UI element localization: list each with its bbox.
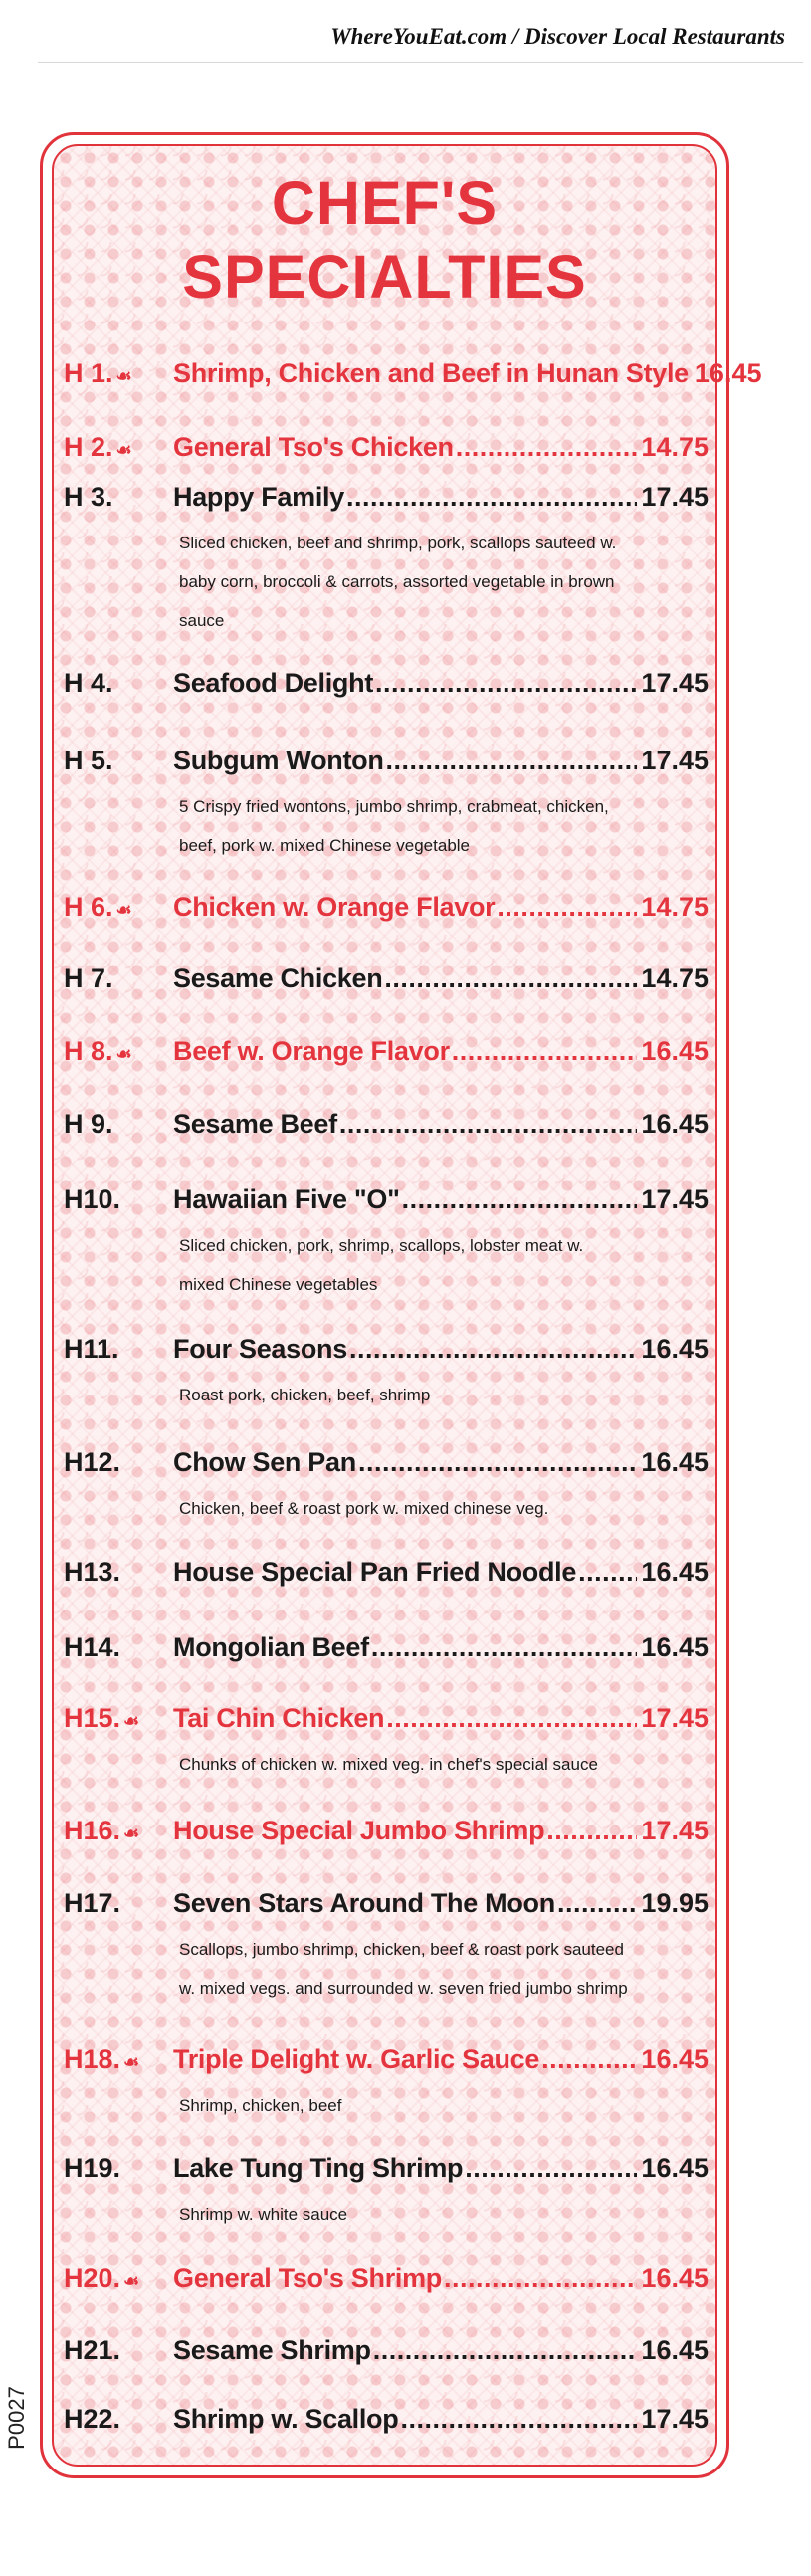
section-title-line-1: CHEF'S xyxy=(271,169,499,237)
menu-item-name: Triple Delight w. Garlic Sauce xyxy=(173,2044,540,2074)
menu-item-code-text: H 5. xyxy=(64,746,113,775)
menu-item-line xyxy=(173,478,709,516)
menu-item-description-line: beef, pork w. mixed Chinese vegetable xyxy=(179,836,471,855)
menu-item-code xyxy=(64,1812,139,1852)
menu-item-code xyxy=(64,960,113,997)
menu-item-code xyxy=(64,1699,139,1740)
menu-item-line xyxy=(173,2331,709,2369)
site-header[interactable]: WhereYouEat.com / Discover Local Restaurants xyxy=(330,24,785,49)
hot-pepper-icon: ☙ xyxy=(123,1824,140,1843)
menu-item-description-line: sauce xyxy=(179,611,225,630)
menu-item-code xyxy=(64,1628,120,1666)
menu-item-price: 17.45 xyxy=(641,1184,709,1214)
dot-leader xyxy=(339,1105,638,1143)
menu-item-description-line: Shrimp w. white sauce xyxy=(179,2205,348,2224)
menu-item-row xyxy=(0,2040,811,2078)
menu-item-line xyxy=(173,742,709,779)
menu-item-price: 16.45 xyxy=(641,2335,709,2365)
dot-leader xyxy=(444,2259,637,2297)
menu-item-code-text: H 9. xyxy=(64,1109,113,1139)
section-title-line-2: SPECIALTIES xyxy=(182,243,587,311)
menu-item-description xyxy=(179,1489,677,1528)
menu-item-code xyxy=(64,742,113,779)
dot-leader xyxy=(371,1628,638,1666)
menu-item-name: Sesame Beef xyxy=(173,1109,337,1139)
menu-item-code-text: H11. xyxy=(64,1334,119,1364)
menu-item-name: General Tso's Chicken xyxy=(173,432,454,462)
menu-item-line xyxy=(173,354,762,392)
menu-item-code xyxy=(64,1032,132,1073)
menu-item-description-line: Shrimp, chicken, beef xyxy=(179,2096,342,2115)
menu-item-price: 16.45 xyxy=(641,1447,709,1477)
menu-item-description xyxy=(179,1745,677,1784)
menu-item-code xyxy=(64,2149,120,2187)
menu-item-row xyxy=(0,742,811,779)
menu-item-code-text: H20. xyxy=(64,2263,121,2293)
menu-item-name: Happy Family xyxy=(173,482,344,512)
dot-leader xyxy=(373,2331,638,2369)
dot-leader xyxy=(384,960,637,997)
menu-item-price: 17.45 xyxy=(641,2404,709,2434)
menu-item-price: 14.75 xyxy=(641,964,709,993)
menu-item-row xyxy=(0,478,811,516)
menu-item-description-line: Chunks of chicken w. mixed veg. in chef's special sauce xyxy=(179,1755,598,1774)
menu-item-name: Sesame Chicken xyxy=(173,964,383,993)
menu-item-name: Lake Tung Ting Shrimp xyxy=(173,2153,464,2183)
menu-item-name: General Tso's Shrimp xyxy=(173,2263,442,2293)
dot-leader xyxy=(375,664,637,702)
menu-item-line xyxy=(173,1032,709,1070)
menu-item-description xyxy=(179,2195,677,2234)
menu-item-name: Hawaiian Five "O" xyxy=(173,1184,400,1214)
menu-item-line xyxy=(173,1105,709,1143)
menu-item-code-text: H10. xyxy=(64,1184,121,1214)
menu-item-line xyxy=(173,1628,709,1666)
menu-item-name: Subgum Wonton xyxy=(173,746,384,775)
menu-item-code-text: H 8. xyxy=(64,1036,113,1066)
dot-leader xyxy=(346,478,637,516)
menu-item-line xyxy=(173,664,709,702)
menu-item-price: 16.45 xyxy=(641,1109,709,1139)
menu-item-code xyxy=(64,1443,120,1481)
menu-item-name: House Special Pan Fried Noodle xyxy=(173,1557,577,1587)
menu-item-code-text: H22. xyxy=(64,2404,121,2434)
menu-item-row xyxy=(0,1330,811,1368)
menu-item-line xyxy=(173,2400,709,2438)
menu-item-code-text: H14. xyxy=(64,1632,121,1662)
menu-item-row xyxy=(0,1443,811,1481)
menu-item-code xyxy=(64,478,113,516)
menu-item-price: 16.45 xyxy=(641,2263,709,2293)
menu-item-description-line: Sliced chicken, pork, shrimp, scallops, lobster meat w. xyxy=(179,1236,584,1255)
menu-item-code xyxy=(64,2400,120,2438)
menu-item-line xyxy=(173,1884,709,1922)
menu-item-line xyxy=(173,1553,709,1591)
dot-leader xyxy=(386,742,638,779)
menu-item-code-text: H17. xyxy=(64,1888,121,1918)
menu-item-name: Seafood Delight xyxy=(173,668,374,698)
menu-item-name: Four Seasons xyxy=(173,1334,347,1364)
dot-leader xyxy=(497,888,637,926)
page-code-text: P0027 xyxy=(4,2386,29,2450)
menu-item-name: Chicken w. Orange Flavor xyxy=(173,892,496,922)
menu-item-description-line: baby corn, broccoli & carrots, assorted vegetable in brown xyxy=(179,572,615,591)
menu-item-row xyxy=(0,1105,811,1143)
menu-item-row xyxy=(0,1628,811,1666)
menu-item-line xyxy=(173,1330,709,1368)
menu-item-price: 17.45 xyxy=(641,1703,709,1733)
menu-item-name: Beef w. Orange Flavor xyxy=(173,1036,450,1066)
menu-item-description xyxy=(179,524,677,640)
dot-leader xyxy=(400,2400,637,2438)
menu-item-row xyxy=(0,1812,811,1849)
hot-pepper-icon: ☙ xyxy=(123,2271,140,2291)
menu-item-row xyxy=(0,1032,811,1070)
dot-leader xyxy=(452,1032,638,1070)
menu-item-row xyxy=(0,2400,811,2438)
hot-pepper-icon: ☙ xyxy=(115,1044,132,1064)
menu-item-row xyxy=(0,1181,811,1218)
menu-item-line xyxy=(173,428,709,466)
menu-item-code-text: H12. xyxy=(64,1447,121,1477)
menu-item-row xyxy=(0,2149,811,2187)
menu-item-name: Tai Chin Chicken xyxy=(173,1703,385,1733)
menu-item-code-text: H21. xyxy=(64,2335,121,2365)
dot-leader xyxy=(546,1812,637,1849)
menu-item-description-line: Sliced chicken, beef and shrimp, pork, scallops sauteed w. xyxy=(179,534,617,552)
menu-item-description xyxy=(179,2086,677,2125)
menu-item-line xyxy=(173,2040,709,2078)
menu-item-description-line: Roast pork, chicken, beef, shrimp xyxy=(179,1386,431,1404)
menu-item-description xyxy=(179,1930,677,2008)
dot-leader xyxy=(557,1884,637,1922)
menu-item-line xyxy=(173,1812,709,1849)
menu-item-price: 16.45 xyxy=(641,1036,709,1066)
menu-item-description-line: 5 Crispy fried wontons, jumbo shrimp, crabmeat, chicken, xyxy=(179,797,609,816)
menu-item-price: 14.75 xyxy=(641,892,709,922)
dot-leader xyxy=(456,428,638,466)
menu-item-code xyxy=(64,1884,120,1922)
menu-item-line xyxy=(173,1699,709,1737)
dot-leader xyxy=(349,1330,637,1368)
menu-item-row xyxy=(0,428,811,466)
menu-item-row xyxy=(0,1884,811,1922)
menu-item-name: Shrimp w. Scallop xyxy=(173,2404,399,2434)
menu-item-price: 16.45 xyxy=(694,358,762,388)
menu-item-price: 14.75 xyxy=(641,432,709,462)
menu-item-name: House Special Jumbo Shrimp xyxy=(173,1816,545,1845)
menu-item-code-text: H13. xyxy=(64,1557,121,1587)
menu-item-description-line: Scallops, jumbo shrimp, chicken, beef & roast pork sauteed xyxy=(179,1940,624,1959)
menu-item-line xyxy=(173,960,709,997)
menu-item-price: 17.45 xyxy=(641,1816,709,1845)
menu-item-description xyxy=(179,787,677,865)
menu-item-code xyxy=(64,428,132,469)
menu-item-name: Sesame Shrimp xyxy=(173,2335,371,2365)
menu-item-code-text: H 3. xyxy=(64,482,113,512)
menu-item-description-line: mixed Chinese vegetables xyxy=(179,1275,378,1294)
menu-item-name: Mongolian Beef xyxy=(173,1632,369,1662)
menu-item-description-line: w. mixed vegs. and surrounded w. seven fried jumbo shrimp xyxy=(179,1979,628,1998)
hot-pepper-icon: ☙ xyxy=(115,366,132,386)
menu-item-code-text: H 1. xyxy=(64,358,113,388)
dot-leader xyxy=(465,2149,637,2187)
header-divider xyxy=(38,62,803,63)
dot-leader xyxy=(386,1699,637,1737)
page-code xyxy=(4,2371,30,2465)
menu-item-price: 19.95 xyxy=(641,1888,709,1918)
menu-item-row xyxy=(0,664,811,702)
menu-item-line xyxy=(173,1181,709,1218)
menu-item-row xyxy=(0,960,811,997)
menu-item-row xyxy=(0,888,811,926)
menu-item-row xyxy=(0,1553,811,1591)
hot-pepper-icon: ☙ xyxy=(115,440,132,460)
menu-item-code-text: H 7. xyxy=(64,964,113,993)
menu-item-row xyxy=(0,354,811,392)
menu-item-line xyxy=(173,2259,709,2297)
menu-item-line xyxy=(173,1443,709,1481)
dot-leader xyxy=(578,1553,637,1591)
menu-item-code xyxy=(64,1181,120,1218)
menu-item-code-text: H18. xyxy=(64,2044,121,2074)
menu-item-price: 17.45 xyxy=(641,668,709,698)
menu-item-price: 16.45 xyxy=(641,2044,709,2074)
dot-leader xyxy=(402,1181,638,1218)
menu-item-code xyxy=(64,2331,120,2369)
menu-item-code xyxy=(64,2040,139,2081)
menu-item-row xyxy=(0,1699,811,1737)
menu-item-name: Chow Sen Pan xyxy=(173,1447,356,1477)
hot-pepper-icon: ☙ xyxy=(115,900,132,920)
menu-item-price: 17.45 xyxy=(641,482,709,512)
dot-leader xyxy=(358,1443,637,1481)
menu-item-price: 16.45 xyxy=(641,1557,709,1587)
menu-item-code-text: H 6. xyxy=(64,892,113,922)
hot-pepper-icon: ☙ xyxy=(123,2052,140,2072)
menu-item-price: 17.45 xyxy=(641,746,709,775)
menu-item-price: 16.45 xyxy=(641,1334,709,1364)
menu-item-code xyxy=(64,888,132,929)
menu-item-description xyxy=(179,1376,677,1414)
menu-item-row xyxy=(0,2259,811,2297)
menu-item-code-text: H 2. xyxy=(64,432,113,462)
menu-item-code xyxy=(64,664,113,702)
menu-item-line xyxy=(173,2149,709,2187)
menu-item-description xyxy=(179,1226,677,1304)
dot-leader xyxy=(541,2040,637,2078)
menu-item-price: 16.45 xyxy=(641,2153,709,2183)
menu-item-code-text: H19. xyxy=(64,2153,121,2183)
menu-item-code-text: H 4. xyxy=(64,668,113,698)
menu-item-code xyxy=(64,1553,120,1591)
hot-pepper-icon: ☙ xyxy=(123,1711,140,1731)
menu-item-name: Shrimp, Chicken and Beef in Hunan Style xyxy=(173,358,689,388)
menu-item-line xyxy=(173,888,709,926)
menu-item-code-text: H16. xyxy=(64,1816,121,1845)
menu-item-code xyxy=(64,354,132,395)
menu-item-name: Seven Stars Around The Moon xyxy=(173,1888,555,1918)
menu-item-code xyxy=(64,1105,113,1143)
menu-item-row xyxy=(0,2331,811,2369)
menu-item-description-line: Chicken, beef & roast pork w. mixed chinese veg. xyxy=(179,1499,549,1518)
menu-item-price: 16.45 xyxy=(641,1632,709,1662)
menu-item-code xyxy=(64,1330,119,1368)
menu-item-code xyxy=(64,2259,139,2300)
menu-item-code-text: H15. xyxy=(64,1703,121,1733)
